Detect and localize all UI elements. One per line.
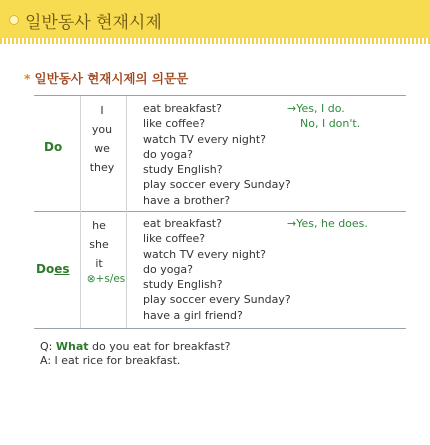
table-middle-rule [34,211,406,212]
phrase: play soccer every Sunday? [143,178,291,192]
phrase: have a brother? [143,193,231,207]
phrase: like coffee? [143,232,206,246]
phrase: eat breakfast? [143,217,222,230]
phrase: study English? [143,163,223,177]
page-title: 일반동사 현재시제 [25,13,162,33]
table-top-rule [34,95,406,96]
does-pronoun-list [79,216,119,273]
example-question [40,340,231,354]
answer-yes: →Yes, he does. [287,217,368,230]
column-divider [126,96,127,328]
header-stripe [0,38,430,44]
phrase: study English? [143,278,223,292]
phrase: watch TV every night? [143,247,267,261]
section-title-text: 일반동사 현재시제의 의문문 [34,71,189,86]
answer-no: No, I don't. [300,117,361,130]
pronoun: we [94,142,110,155]
pronoun: he [92,219,106,232]
do-answer [287,101,360,131]
phrase: like coffee? [143,117,206,131]
do-label: Do [44,140,63,154]
verb-rule-note: ⊗+s/es [86,273,126,285]
does-phrase-list [143,216,291,323]
does-answer [287,216,368,231]
phrase: do yoga? [143,147,194,161]
does-label [36,262,70,276]
pronoun: I [100,104,104,117]
section-title [24,69,188,87]
column-divider [80,96,81,328]
phrase: eat breakfast? [143,102,222,115]
phrase: have a girl friend? [143,308,243,322]
does-label-tail: es [54,262,70,276]
answer-yes: →Yes, I do. [287,102,345,115]
phrase: do yoga? [143,262,194,276]
pronoun: you [91,123,113,136]
header-bar [0,0,430,38]
star-icon: * [24,71,31,86]
pronoun: they [89,161,115,174]
do-phrase-list [143,101,291,208]
q-prefix: Q: [40,340,56,353]
q-rest: do you eat for breakfast? [88,340,231,353]
pronoun: she [89,238,109,251]
example-answer: A: I eat rice for breakfast. [40,354,181,367]
phrase: play soccer every Sunday? [143,293,291,307]
phrase: watch TV every night? [143,132,267,146]
table-bottom-rule [34,328,406,329]
example-qa [40,340,231,368]
do-pronoun-list [82,101,122,177]
q-wh-word: What [55,340,89,353]
pronoun: it [95,257,103,270]
does-label-main: Do [36,262,55,276]
bullet-dot-icon [9,15,19,25]
